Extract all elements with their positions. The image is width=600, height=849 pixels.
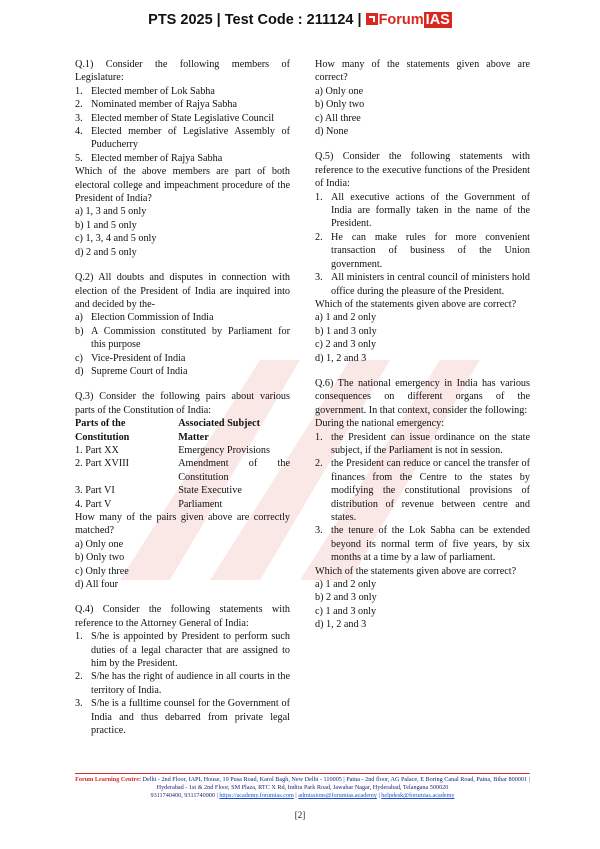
footer-addresses: Delhi - 2nd Floor, IAPL House, 19 Pusa Road, Karol Bagh, New Delhi - 110005 | Patna - 2nd floor, AG Palace, E Boring Canal Road, Patna, Bihar 800001 | Hyderabad - 1st & 2nd Floor, SM Plaza, RTC X Rd, Indira Park Road, Jawahar Nagar, Hyderabad, Telangana 500020 (142, 776, 530, 791)
question-text: Which of the above members are part of both electoral college and impeachment procedure of the President of India? (75, 166, 290, 205)
forumias-logo-icon (366, 13, 378, 25)
option: a) Only one (315, 85, 364, 97)
website-link[interactable]: https://academy.forumias.com (219, 792, 294, 799)
question-2 (75, 271, 290, 378)
option: c) 2 and 3 only (315, 339, 377, 351)
option: d) 1, 2 and 3 (315, 619, 367, 631)
answer-options (315, 85, 530, 139)
right-column (315, 58, 530, 644)
list-item: 2. Nominated member of Rajya Sabha (75, 99, 237, 111)
answer-options (315, 311, 530, 365)
question-stem: Q.2) All doubts and disputes in connection with election of the President of India are inquired into and decided by the- (75, 272, 290, 310)
answer-options (75, 538, 290, 592)
list-item: 1. All executive actions of the Government of India are formally taken in the name of the President. (315, 191, 530, 230)
option: d) All four (75, 579, 119, 591)
question-1 (75, 58, 290, 259)
option: a) Only one (75, 538, 124, 550)
statement-list (315, 431, 530, 565)
option: b) 2 and 3 only (315, 592, 377, 604)
statement-list (75, 85, 290, 165)
question-6 (315, 377, 530, 632)
question-text: How many of the pairs given above are correctly matched? (75, 512, 290, 537)
answer-options (75, 205, 290, 259)
forumias-logo: Forum IAS (366, 12, 452, 28)
option: c) 1, 3, 4 and 5 only (75, 233, 157, 245)
question-text: Which of the statements given above are correct? (315, 298, 517, 310)
option: c) 1 and 3 only (315, 605, 377, 617)
footer-phone: 9311740400, 9311740900 | (150, 792, 218, 799)
option: c) Vice-President of India (75, 352, 186, 364)
question-4 (75, 603, 290, 737)
option: c) All three (315, 112, 361, 124)
list-item: 5. Elected member of Rajya Sabha (75, 152, 223, 164)
option: a) 1 and 2 only (315, 312, 377, 324)
question-stem: Q.6) The national emergency in India has various consequences on different organs of the government. In that context, consider the following: (315, 377, 530, 416)
question-4-continued (315, 58, 530, 138)
option: d) 2 and 5 only (75, 246, 137, 258)
column-header: Parts of the Constitution (75, 418, 130, 443)
pairs-table (75, 417, 290, 511)
helpdesk-email-link[interactable]: helpdesk@forumias.academy (381, 792, 455, 799)
list-item: 1. the President can issue ordinance on the state subject, if the Parliament is not in session. (315, 431, 530, 456)
list-item: 3. Elected member of State Legislative Council (75, 112, 275, 124)
list-item: 3. S/he is a fulltime counsel for the Government of India and thus debarred from private legal practice. (75, 698, 290, 737)
page-header (0, 12, 600, 28)
table-header-row (75, 417, 290, 444)
list-item: 1. S/he is appointed by President to perform such duties of a legal character that are assigned to him by the President. (75, 631, 290, 670)
question-3 (75, 390, 290, 591)
list-item: 2. He can make rules for more convenient transaction of business of the Union government. (315, 231, 530, 270)
option: a) 1, 3 and 5 only (75, 206, 147, 218)
question-stem: Q.4) Consider the following statements with reference to the Attorney General of India: (75, 604, 290, 629)
option: b) Only two (75, 552, 125, 564)
list-item: 2. the President can reduce or cancel the transfer of finances from the Centre to the states by modifying the constitutional provisions of distribution of revenue between centre and states. (315, 458, 530, 523)
question-stem: Q.3) Consider the following pairs about various parts of the Constitution of India: (75, 391, 290, 416)
column-header: Associated Subject Matter (178, 418, 260, 443)
option: d) Supreme Court of India (75, 365, 188, 377)
question-5 (315, 150, 530, 365)
footer-label: Forum Learning Centre: (75, 776, 141, 783)
option: d) None (315, 126, 349, 138)
question-intro: During the national emergency: (315, 418, 445, 430)
option: b) Only two (315, 99, 365, 111)
statement-list (75, 630, 290, 737)
answer-options (315, 578, 530, 632)
option: a) 1 and 2 only (315, 579, 377, 591)
left-column (75, 58, 290, 750)
answer-options (75, 311, 290, 378)
statement-list (315, 191, 530, 298)
question-stem: Q.5) Consider the following statements with reference to the executive functions of the President of India: (315, 151, 530, 190)
list-item: 2. S/he has the right of audience in all courts in the territory of India. (75, 671, 290, 696)
list-item: 3. All ministers in central council of ministers hold office during the pleasure of the President. (315, 272, 530, 297)
table-row: 3. Part VI State Executive (75, 485, 242, 497)
test-title: PTS 2025 | Test Code : 211124 | (148, 12, 362, 28)
option: a) Election Commission of India (75, 312, 214, 324)
option: b) 1 and 3 only (315, 325, 377, 337)
option: d) 1, 2 and 3 (315, 352, 367, 364)
page-footer: Forum Learning Centre: Delhi - 2nd Floor, IAPL House, 19 Pusa Road, Karol Bagh, New Delhi - 110005 | Patna - 2nd floor, AG Palace, E Boring Canal Road, Patna, Bihar 800001 | Hyderabad - 1st & 2nd Floor, SM Plaza, RTC X Rd, Indira Park Road, Jawahar Nagar, Hyderabad, Telangana 500020 9311740400, 9311740900 | https://academy.forumias.com | admissions@forumias.academy | helpdesk@forumias.academy (75, 773, 530, 800)
table-row: 1. Part XX Emergency Provisions (75, 444, 270, 456)
question-stem: Q.1) Consider the following members of Legislature: (75, 59, 290, 84)
option: b) A Commission constituted by Parliament for this purpose (75, 325, 290, 351)
list-item: 4. Elected member of Legislative Assembly of Puducherry (75, 126, 290, 151)
option: b) 1 and 5 only (75, 219, 137, 231)
table-row: 4. Part V Parliament (75, 498, 223, 510)
table-row: 2. Part XVIII Amendment of the Constitution (75, 458, 290, 483)
admissions-email-link[interactable]: admissions@forumias.academy (298, 792, 377, 799)
page-number: [2] (294, 810, 306, 820)
question-text: Which of the statements given above are correct? (315, 565, 517, 577)
list-item: 3. the tenure of the Lok Sabha can be extended beyond its normal term of five years, by six months at a time by a law of parliament. (315, 525, 530, 564)
question-text: How many of the statements given above are correct? (315, 59, 530, 84)
list-item: 1. Elected member of Lok Sabha (75, 85, 215, 97)
option: c) Only three (75, 565, 129, 577)
